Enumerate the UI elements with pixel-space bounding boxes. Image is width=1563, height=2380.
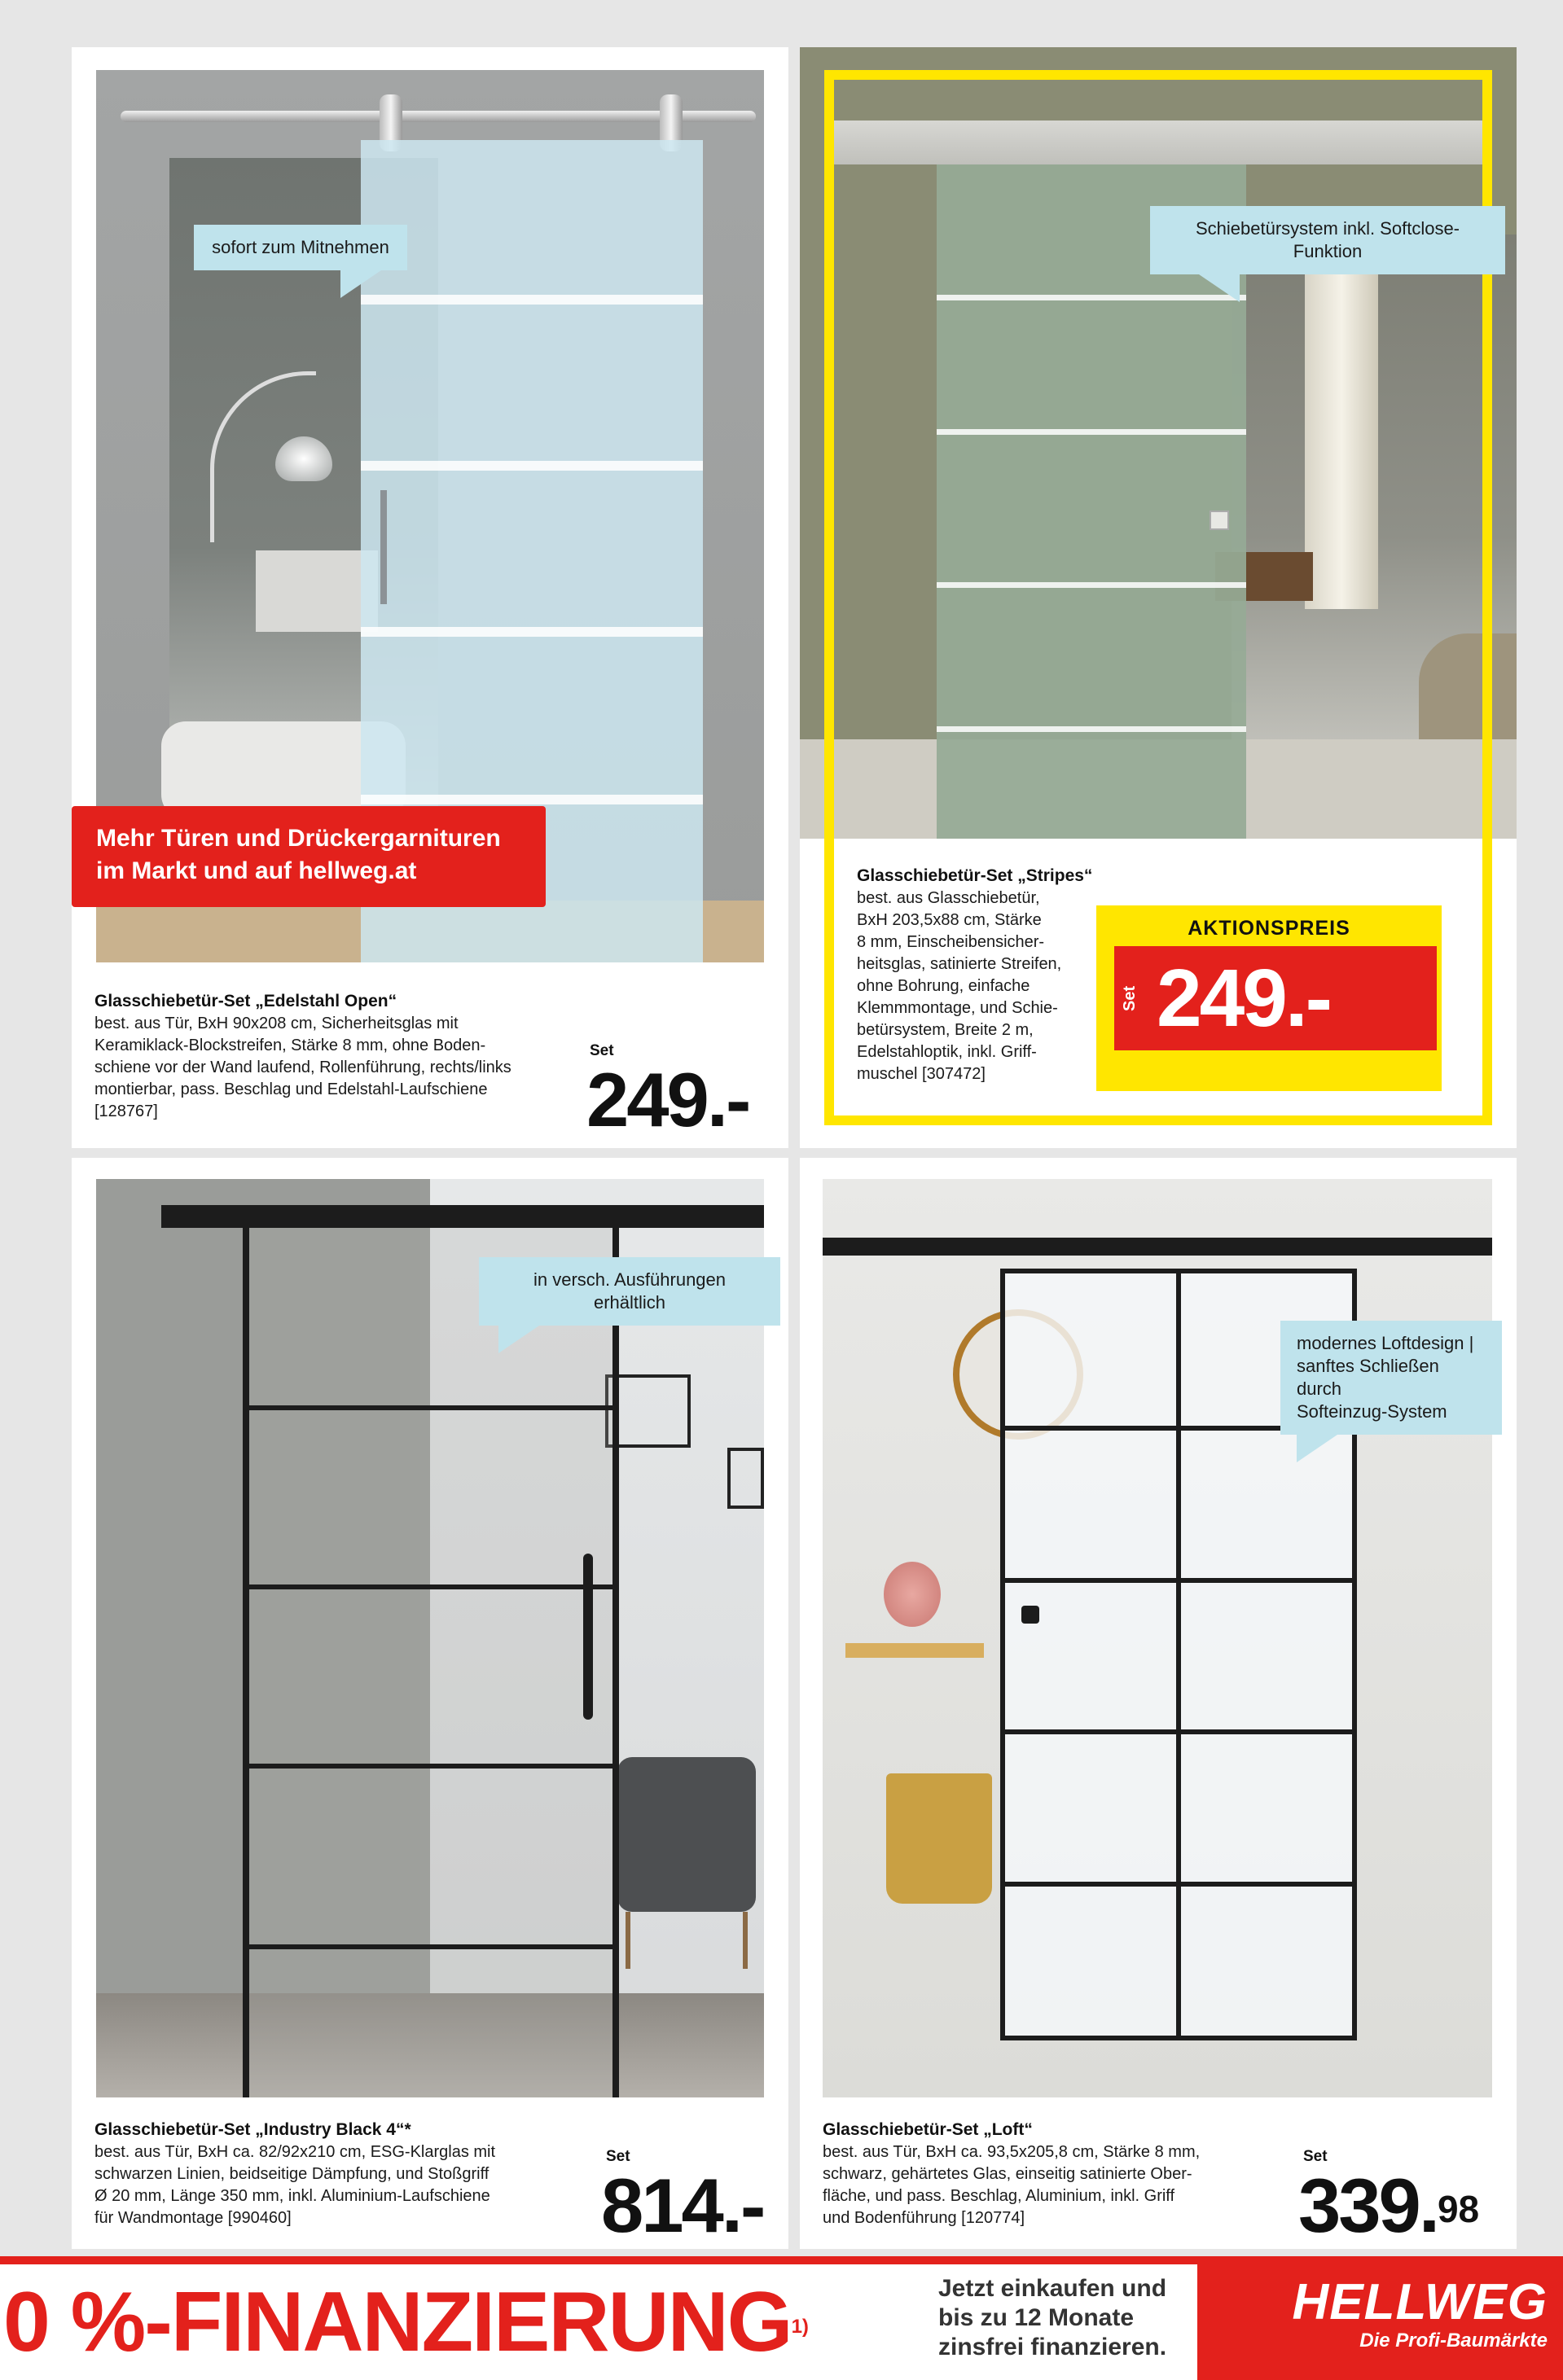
description-line: best. aus Tür, BxH ca. 82/92x210 cm, ESG-Klarglas mit: [94, 2143, 496, 2161]
description-line: BxH 203,5x88 cm, Stärke: [857, 911, 1042, 929]
finance-headline-text: 0 %-FINANZIERUNG: [3, 2275, 792, 2369]
product-title: Glasschiebetür-Set „Loft“: [823, 2120, 1033, 2139]
callout-tail: [340, 270, 381, 298]
product-description: [823, 2141, 1279, 2229]
flower-vase: [884, 1562, 941, 1627]
price-box: [1114, 946, 1437, 1050]
callout-text: in versch. Ausführungen erhältlich: [533, 1269, 727, 1313]
description-line: best. aus Tür, BxH ca. 93,5x205,8 cm, Stärke 8 mm,: [823, 2143, 1201, 2161]
door-line: [249, 1584, 612, 1589]
price: 249.-: [586, 1057, 749, 1142]
finance-text-line: bis zu 12 Monate: [938, 2304, 1135, 2331]
set-label: Set: [606, 2148, 630, 2165]
price: 814.-: [601, 2163, 764, 2248]
door-mullion: [1176, 1273, 1181, 2036]
glass-stripe: [361, 627, 703, 637]
sliding-rail: [823, 1238, 1492, 1256]
description-line: fläche, und pass. Beschlag, Aluminium, inkl. Griff: [823, 2187, 1175, 2205]
callout-text: Schiebetürsystem inkl. Softclose-Funktion: [1195, 218, 1460, 261]
description-line: Klemmmontage, und Schie-: [857, 999, 1058, 1017]
door-handle: [380, 490, 387, 604]
product-description: [857, 888, 1101, 1085]
brand-slogan: Die Profi-Baumärkte: [1359, 2330, 1548, 2352]
description-line: ohne Bohrung, einfache: [857, 977, 1030, 995]
price-main: 339.: [1298, 2163, 1438, 2248]
callout-text: sofort zum Mitnehmen: [212, 237, 389, 257]
armchair-legs: [626, 1912, 748, 1969]
product-title: Glasschiebetür-Set „Edelstahl Open“: [94, 992, 397, 1010]
promo-banner[interactable]: [72, 806, 546, 907]
description-line: für Wandmontage [990460]: [94, 2209, 292, 2227]
door-knob: [1021, 1606, 1039, 1624]
product-photo-loft: [823, 1179, 1492, 2097]
description-line: Keramiklack-Blockstreifen, Stärke 8 mm, ohne Boden-: [94, 1037, 486, 1054]
callout-bubble: [194, 225, 407, 270]
product-panel-edelstahl-open[interactable]: [72, 47, 788, 1148]
aktionspreis-badge: [1096, 905, 1442, 1091]
product-description: [94, 2141, 616, 2229]
finance-text-line: zinsfrei finanzieren.: [938, 2334, 1167, 2360]
description-line: [128767]: [94, 1102, 158, 1120]
promo-banner-line: im Markt und auf hellweg.at: [96, 857, 417, 884]
finance-headline: [3, 2274, 809, 2370]
glass-door: [243, 1228, 619, 2097]
description-line: schwarz, gehärtetes Glas, einseitig satinierte Ober-: [823, 2165, 1192, 2183]
door-line: [249, 1405, 612, 1410]
description-line: betürsystem, Breite 2 m,: [857, 1021, 1034, 1039]
set-label: Set: [590, 1042, 614, 1059]
price: 249.-: [1157, 953, 1330, 1044]
basket: [886, 1773, 992, 1904]
armchair: [617, 1757, 756, 1912]
bar-handle: [583, 1554, 593, 1720]
hellweg-logo[interactable]: [1222, 2276, 1548, 2365]
description-line: muschel [307472]: [857, 1065, 986, 1083]
description-line: Ø 20 mm, Länge 350 mm, inkl. Aluminium-Laufschiene: [94, 2187, 490, 2205]
callout-bubble: [1280, 1321, 1502, 1435]
product-title: Glasschiebetür-Set „Industry Black 4“*: [94, 2120, 411, 2139]
callout-text: Softeinzug-System: [1297, 1401, 1447, 1422]
product-panel-loft[interactable]: [800, 1158, 1517, 2249]
product-title: Glasschiebetür-Set „Stripes“: [857, 866, 1093, 885]
description-line: best. aus Glasschiebetür,: [857, 889, 1040, 907]
description-line: Edelstahloptik, inkl. Griff-: [857, 1043, 1037, 1061]
footnote-mark: 1): [791, 2316, 809, 2338]
description-line: heitsglas, satinierte Streifen,: [857, 955, 1062, 973]
glass-stripe: [361, 461, 703, 471]
wall-shelf: [845, 1643, 984, 1658]
glass-stripe: [361, 795, 703, 804]
description-line: schwarzen Linien, beidseitige Dämpfung, und Stoßgriff: [94, 2165, 490, 2183]
callout-text: sanftes Schließen durch: [1297, 1356, 1439, 1399]
callout-tail: [498, 1326, 539, 1353]
callout-text: modernes Loftdesign |: [1297, 1333, 1474, 1353]
door-line: [249, 1764, 612, 1769]
glass-stripe: [361, 295, 703, 305]
product-panel-industry-black[interactable]: [72, 1158, 788, 2249]
callout-tail: [1297, 1435, 1337, 1462]
product-description: [94, 1013, 616, 1123]
finance-banner[interactable]: [0, 2256, 1563, 2380]
brand-name: HELLWEG: [1292, 2274, 1548, 2330]
set-label: Set: [1121, 985, 1139, 1011]
product-panel-stripes[interactable]: [800, 47, 1517, 1148]
callout-bubble: [1150, 206, 1505, 274]
lounge-chair: [256, 550, 378, 632]
door-line: [1005, 1729, 1352, 1734]
set-label: Set: [1303, 2148, 1328, 2165]
description-line: und Bodenführung [120774]: [823, 2209, 1025, 2227]
price-cents: 98: [1437, 2188, 1480, 2230]
sliding-rail: [161, 1205, 764, 1228]
price: [1298, 2163, 1480, 2248]
callout-tail: [1199, 274, 1240, 302]
door-line: [249, 1944, 612, 1949]
promo-banner-line: Mehr Türen und Drückergarnituren: [96, 825, 501, 852]
description-line: schiene vor der Wand laufend, Rollenführung, rechts/links: [94, 1059, 511, 1076]
door-line: [1005, 1578, 1352, 1583]
aktionspreis-label: AKTIONSPREIS: [1188, 917, 1350, 940]
description-line: best. aus Tür, BxH 90x208 cm, Sicherheitsglas mit: [94, 1015, 459, 1032]
description-line: montierbar, pass. Beschlag und Edelstahl-Laufschiene: [94, 1080, 488, 1098]
callout-bubble: [479, 1257, 780, 1326]
wall-shelf-plant: [727, 1448, 764, 1509]
description-line: 8 mm, Einscheibensicher-: [857, 933, 1045, 951]
door-line: [1005, 1882, 1352, 1887]
finance-text-line: Jetzt einkaufen und: [938, 2275, 1167, 2302]
finance-text: [938, 2274, 1166, 2362]
